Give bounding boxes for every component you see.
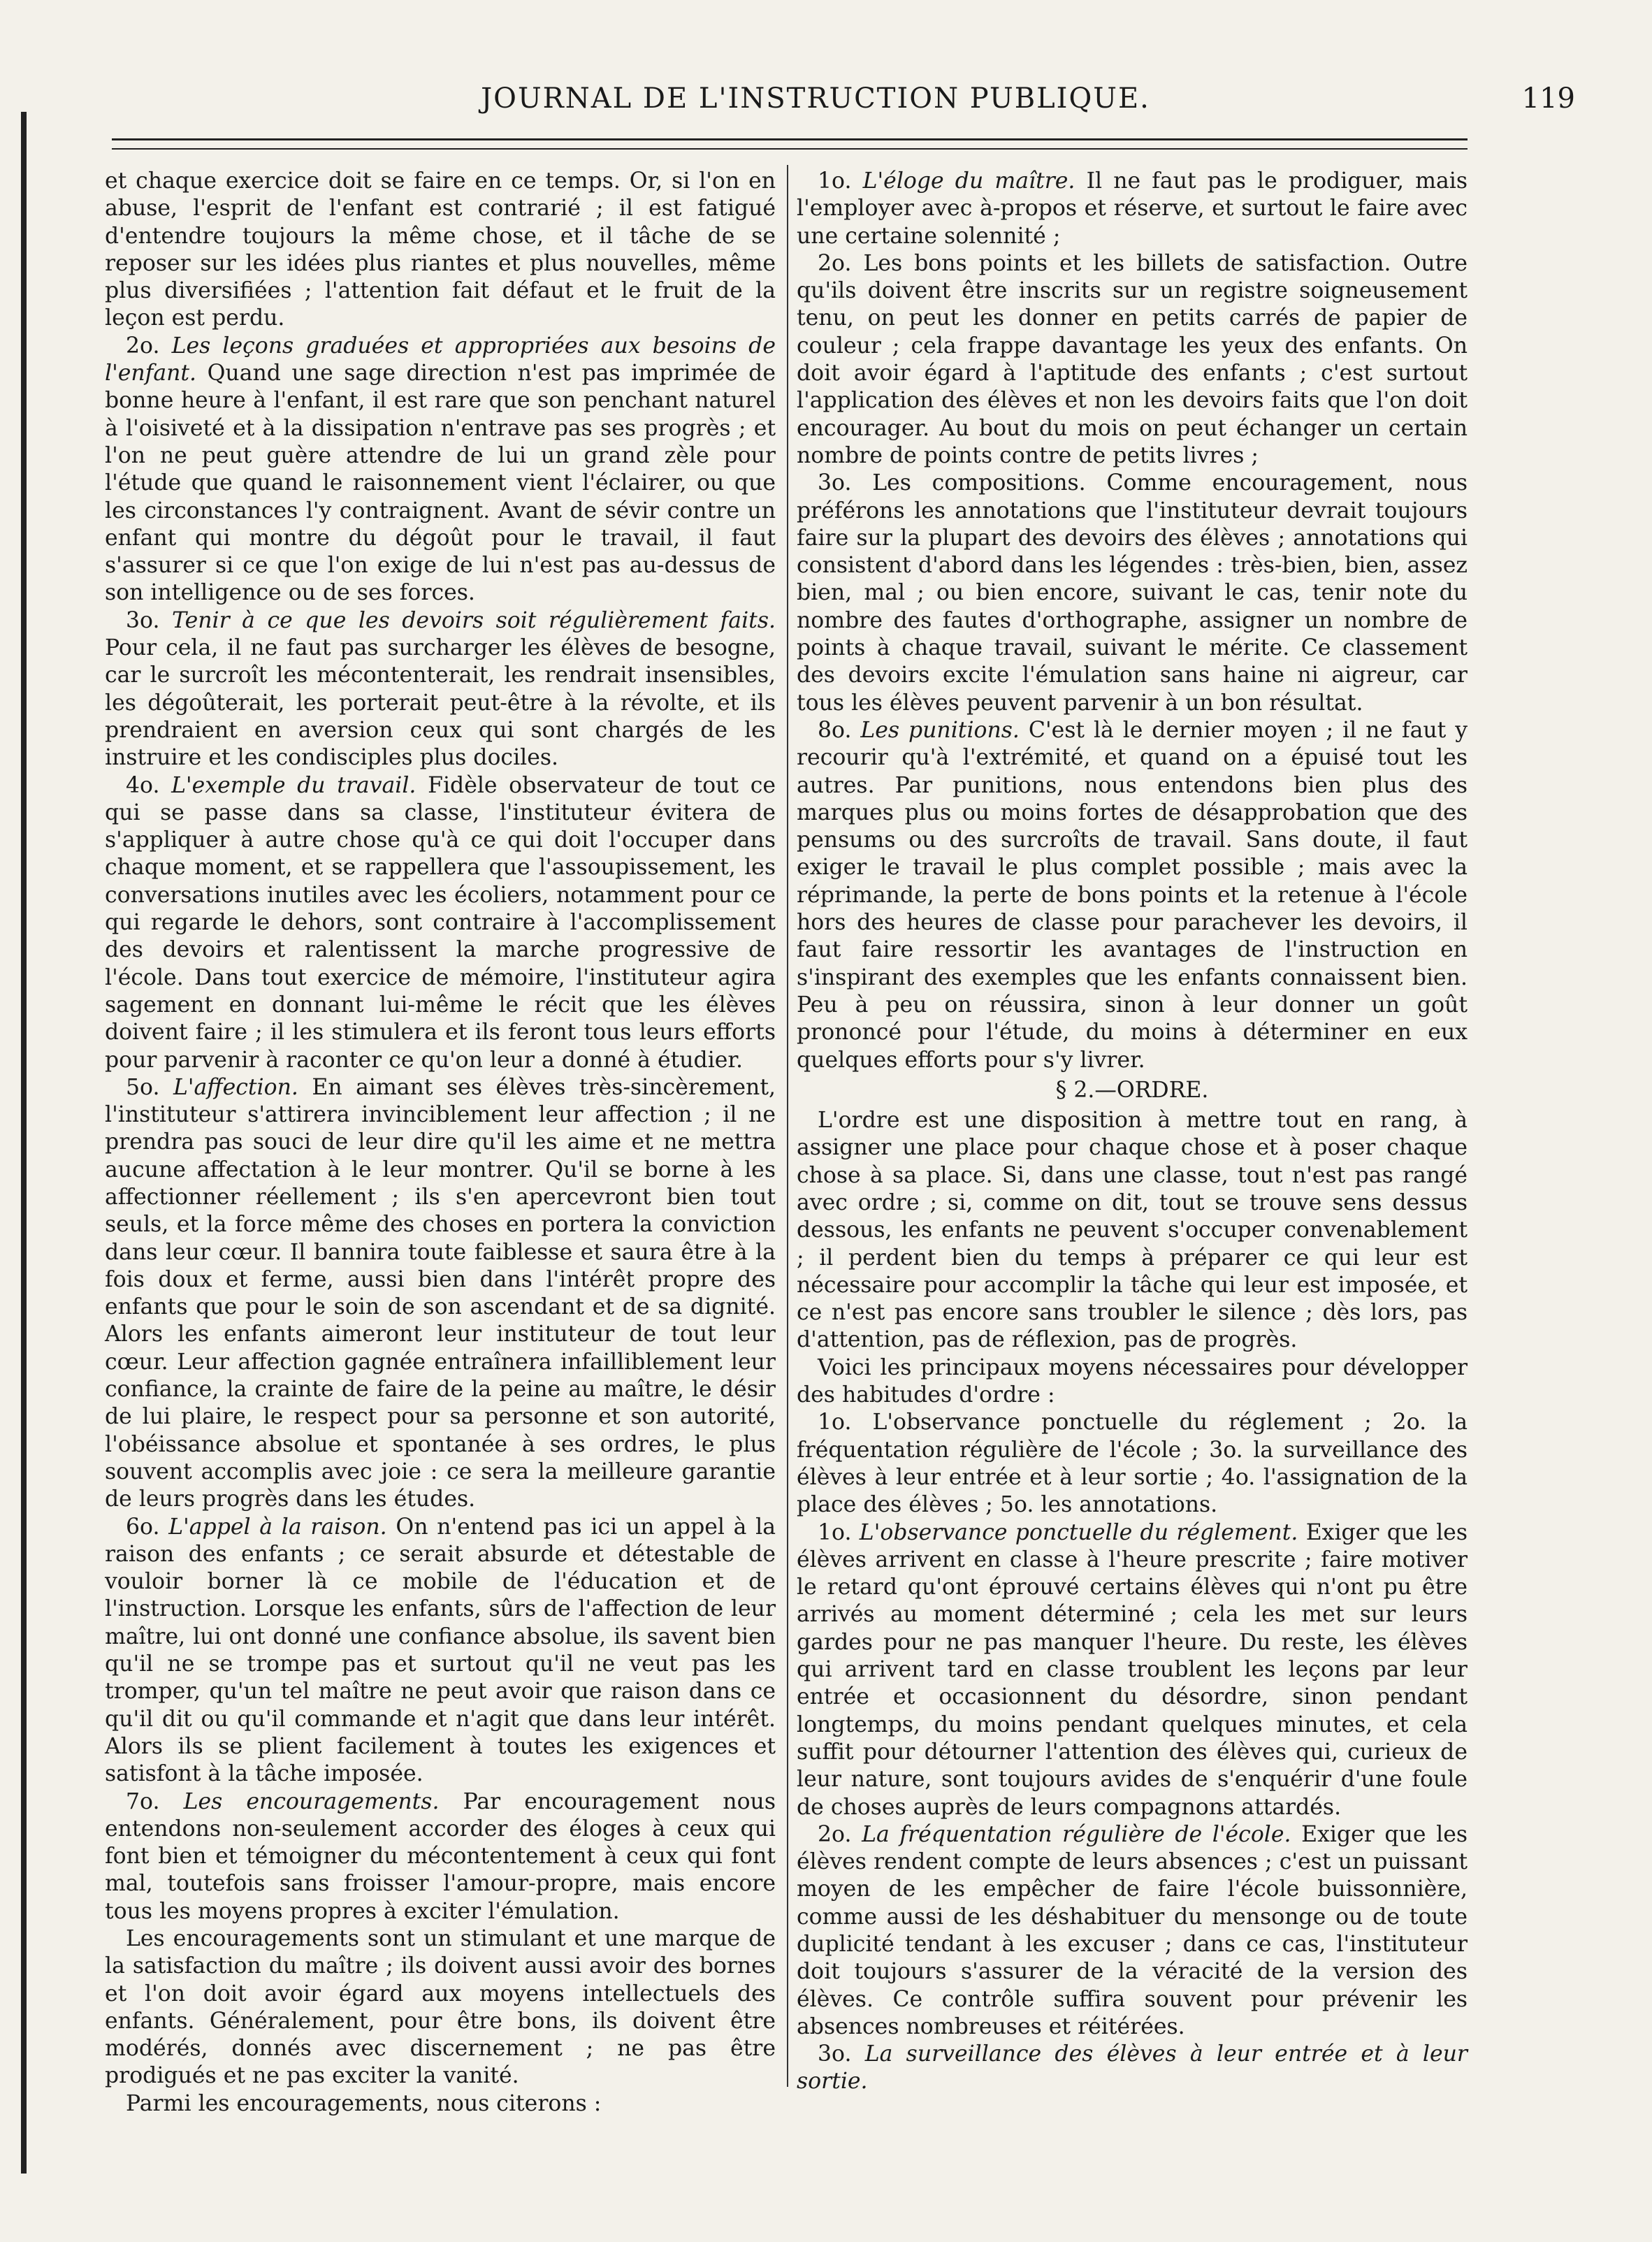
item-text: Comme encouragement, nous préférons les annotations que l'instituteur devrait toujours faire sur la plupart des devoirs des élèves ; annotations qui consistent d'abord dans les légendes : très-bien, bien, assez bien, mal ; ou bien encore, suivant le cas, tenir note du nombre des fautes d'orthographe, assigner un nombre de points à chaque travail, suivant le mérite. Ce classement des devoirs excite l'émulation sans haine ni aigreur, car tous les élèves peuvent parvenir à un bon résultat. [797,470,1468,716]
paragraph [797,470,1468,717]
item-text: En aimant ses élèves très-sincèrement, l'instituteur s'attirera invinciblement leur affection ; il ne prendra pas souci de leur dire qu'il les aime et ne mettra aucune affectation à le leur montrer. Qu'il se borne à les affectionner réellement ; ils s'en apercevront bien tout seuls, et la force même des choses en portera la conviction dans leur cœur. Il bannira toute faiblesse et saura être à la fois doux et ferme, aussi bien dans l'intérêt propre des enfants que pour le soin de son ascendant et de sa dignité. Alors les enfants aimeront leur instituteur de tout leur cœur. Leur affection gagnée entraînera infailliblement leur confiance, la crainte de faire de la peine au maître, le désir de lui plaire, le respect pour sa personne et son autorité, l'obéissance absolue et spontanée à ses ordres, le plus souvent accomplis avec joie : ce sera la meilleure garantie de leurs progrès dans les études. [105,1074,776,1512]
item-number: 8o. [818,717,852,743]
paragraph [105,1788,776,1925]
paragraph [797,1519,1468,1821]
item-title: La fréquentation régulière de l'école. [862,1821,1291,1847]
item-text: Outre qu'ils doivent être inscrits sur un registre soigneusement tenu, on peut les donner en petits carrés de papier de couleur ; cela frappe davantage les yeux des enfants. On doit avoir égard à l'aptitude des enfants ; c'est surtout l'application des élèves et non les devoirs faits que l'on doit encourager. Au bout du mois on peut échanger un certain nombre de points contre de petits livres ; [797,250,1468,468]
paragraph: et chaque exercice doit se faire en ce temps. Or, si l'on en abuse, l'esprit de l'enfant est contrarié ; il est fatigué d'entendre toujours la même chose, et il tâche de se reposer sur les idées plus riantes et plus nouvelles, même plus diversifiées ; l'attention fait défaut et le fruit de la leçon est perdu. [105,168,776,331]
item-number: 6o. [126,1514,160,1540]
paragraph [105,1074,776,1514]
item-text: Fidèle observateur de tout ce qui se passe dans sa classe, l'instituteur évitera de s'appliquer à autre chose qu'à ce qui doit l'occuper dans chaque moment, et se rappellera que l'assoupissement, les conversations inutiles avec les écoliers, notamment pour ce qui regarde le dehors, sont contraire à l'accomplissement des devoirs et ralentissent la marche progressive de l'école. Dans tout exercice de mémoire, l'instituteur agira sagement en donnant lui-même le récit que les élèves doivent faire ; il les stimulera et ils feront tous leurs efforts pour parvenir à raconter ce qu'on leur a donné à étudier. [105,772,776,1073]
paragraph [797,168,1468,250]
item-title: Les compositions. [872,470,1086,496]
page-edge-shadow [21,112,27,2174]
item-number: 1o. [818,1519,852,1545]
item-text: Il ne faut pas le prodiguer, mais l'employer avec à-propos et réserve, et surtout le faire avec une certaine solennité ; [797,168,1468,249]
item-text: Pour cela, il ne faut pas surcharger les élèves de besogne, car le surcroît les mécontenterait, les rendrait insensibles, les dégoûterait, les porterait peut-être à la révolte, et ils prendraient en aversion ceux qui sont chargés de les instruire et les condisciples plus dociles. [105,635,776,771]
item-number: 2o. [818,1821,852,1847]
item-title: La surveillance des élèves à leur entrée et à leur sortie. [797,2041,1468,2095]
item-text: On n'entend pas ici un appel à la raison des enfants ; ce serait absurde et détestable de vouloir borner là ce mobile de l'éducation et de l'instruction. Lorsque les enfants, sûrs de l'affection de leur maître, lui ont donné une confiance absolue, ils savent bien qu'il ne se trompe pas et surtout qu'il ne veut pas les tromper, qu'un tel maître ne peut avoir que raison dans ce qu'il dit ou qu'il commande et n'agit que dans leur intérêt. Alors ils se plient facilement à toutes les exigences et satisfont à la tâche imposée. [105,1514,776,1787]
right-column [797,168,1468,2096]
item-title: Les encouragements. [183,1788,440,1814]
item-title: Les punitions. [860,717,1020,743]
item-title: L'affection. [173,1074,298,1100]
item-text: Exiger que les élèves rendent compte de leurs absences ; c'est un puissant moyen de les empêcher de faire l'école buissonnière, comme aussi de les déshabituer du mensonge ou de toute duplicité tendant à les excuser ; dans ce cas, l'instituteur doit toujours s'assurer de la véracité de la version des élèves. Ce contrôle suffira souvent pour prévenir les absences nombreuses et réitérées. [797,1821,1468,2039]
page-header [112,82,1575,124]
item-number: 3o. [818,470,852,496]
paragraph: 1o. L'observance ponctuelle du réglement ; 2o. la fréquentation régulière de l'école ; 3o. la surveillance des élèves à leur entrée et à leur sortie ; 4o. l'assignation de la place des élèves ; 5o. les annotations. [797,1410,1468,1518]
paragraph [797,717,1468,1074]
item-text: Par encouragement nous entendons non-seulement accorder des éloges à ceux qui font bien et témoigner du mécontentement à ceux qui font mal, toutefois sans froisser l'amour-propre, mais encore tous les moyens propres à exciter l'émulation. [105,1788,776,1924]
paragraph [105,1514,776,1788]
paragraph [797,250,1468,470]
paragraph [105,607,776,772]
left-column [105,168,776,2118]
item-text: Exiger que les élèves arrivent en classe à l'heure prescrite ; faire motiver le retard qu'ont éprouvé certains élèves qui n'ont pu être arrivés au moment déterminé ; cela les met sur leurs gardes pour ne pas manquer l'heure. Du reste, les élèves qui arrivent tard en classe troublent les leçons par leur entrée et occasionnent du désordre, sinon pendant longtemps, du moins pendant quelques minutes, et cela suffit pour détourner l'attention des élèves qui, curieux de leur nature, sont toujours avides de s'enquérir d'une foule de choses auprès de leurs compagnons attardés. [797,1519,1468,1820]
paragraph: Les encouragements sont un stimulant et une marque de la satisfaction du maître ; ils doivent aussi avoir des bornes et l'on doit avoir égard aux moyens intellectuels des enfants. Généralement, pour être bons, ils doivent être modérés, donnés avec discernement ; ne pas être prodigués et ne pas exciter la vanité. [105,1926,776,2089]
paragraph [797,1821,1468,2041]
item-number: 1o. [818,168,852,194]
item-title: L'exemple du travail. [171,772,416,798]
header-rule [112,138,1468,140]
item-title: L'appel à la raison. [168,1514,387,1540]
paragraph: L'ordre est une disposition à mettre tout en rang, à assigner une place pour chaque chose et à poser chaque chose à sa place. Si, dans une classe, tout n'est pas rangé avec ordre ; si, comme on dit, tout se trouve sens dessus dessous, les enfants ne peuvent s'occuper convenablement ; il perdent bien du temps à préparer ce qui leur est nécessaire pour accomplir la tâche qui leur est imposée, et ce n'est pas encore sans troubler le silence ; dès lors, pas d'attention, pas de réflexion, pas de progrès. [797,1108,1468,1353]
paragraph: Parmi les encouragements, nous citerons : [126,2090,602,2116]
paragraph [797,2041,1468,2096]
item-text: Quand une sage direction n'est pas imprimée de bonne heure à l'enfant, il est rare que son penchant naturel à l'oisiveté et à la dissipation n'entrave pas ses progrès ; et l'on ne peut guère attendre de lui un grand zèle pour l'étude que quand le raisonnement vient l'éclairer, ou que les circonstances l'y contraignent. Avant de sévir contre un enfant qui montre du dégoût pour le travail, il faut s'assurer si ce que l'on exige de lui n'est pas au-dessus de son intelligence ou de ses forces. [105,361,776,606]
item-number: 2o. [126,333,160,359]
item-number: 3o. [818,2041,852,2067]
paragraph [105,333,776,607]
page-number: 119 [1521,82,1575,115]
item-number: 3o. [126,607,160,633]
item-number: 4o. [126,772,160,798]
paragraph [105,772,776,1074]
paragraph: Voici les principaux moyens nécessaires pour développer des habitudes d'ordre : [797,1354,1468,1408]
item-title: Les leçons graduées et appropriées aux besoins de l'enfant. [105,333,776,386]
item-text: C'est là le dernier moyen ; il ne faut y recourir qu'à l'extrémité, et quand on a épuisé tout les autres. Par punitions, nous entendons bien plus des marques plus ou moins fortes de désapprobation que des pensums ou des surcroîts de travail. Sans doute, il faut exiger le travail le plus complet possible ; mais avec la réprimande, la perte de bons points et la retenue à l'école hors des heures de classe pour parachever les devoirs, il faut faire ressortir les avantages de l'instruction en s'inspirant des exemples que les enfants connaissent bien. Peu à peu on réussira, sinon à leur donner un goût prononcé pour l'étude, du moins à déterminer en eux quelques efforts pour s'y livrer. [797,717,1468,1073]
item-number: 2o. [818,250,852,276]
item-number: 7o. [126,1788,160,1814]
item-title: Tenir à ce que les devoirs soit régulièrement faits. [172,607,776,633]
item-title: L'éloge du maître. [862,168,1075,194]
item-number: 5o. [126,1074,160,1100]
column-divider [787,165,788,2087]
item-title: Les bons points et les billets de satisfaction. [863,250,1391,276]
header-rule-thin [112,148,1468,150]
item-title: L'observance ponctuelle du réglement. [859,1519,1298,1545]
journal-title: JOURNAL DE L'INSTRUCTION PUBLIQUE. [481,82,1150,115]
section-heading: § 2.—ORDRE. [1055,1077,1209,1103]
